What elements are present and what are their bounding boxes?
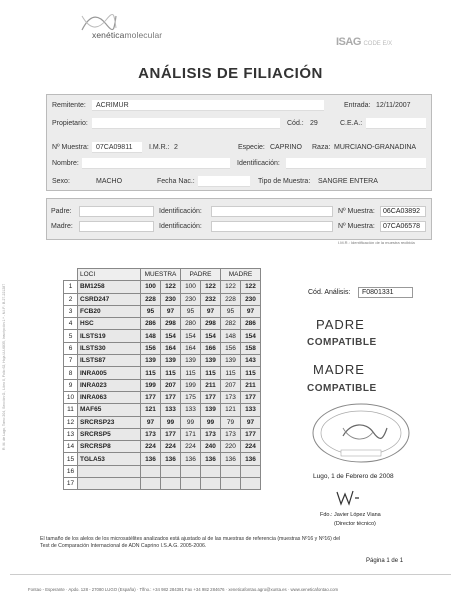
locus-cell: BM1258 xyxy=(78,281,141,293)
table-row xyxy=(64,478,261,490)
padre-allele-1: 100 xyxy=(181,281,201,293)
padre-field xyxy=(79,206,154,217)
table-row xyxy=(64,342,261,354)
locus-cell: HSC xyxy=(78,318,141,330)
padre-allele-1 xyxy=(181,465,201,477)
locus-cell: INRA063 xyxy=(78,391,141,403)
madre-heading: MADRE xyxy=(313,362,365,377)
madre-label: Madre: xyxy=(51,223,73,230)
madre-allele-2: 143 xyxy=(241,355,261,367)
padre-allele-2: 173 xyxy=(201,428,221,440)
padre-allele-2: 211 xyxy=(201,379,221,391)
madre-allele-1: 173 xyxy=(221,428,241,440)
footer-divider xyxy=(10,574,451,575)
table-row xyxy=(64,441,261,453)
madre-allele-2: 177 xyxy=(241,391,261,403)
muestra-allele-1: 97 xyxy=(141,416,161,428)
row-number: 6 xyxy=(64,342,78,354)
propietario-label: Propietario: xyxy=(52,120,88,127)
muestra-label: Nº Muestra: xyxy=(52,144,89,151)
locus-cell: INRA005 xyxy=(78,367,141,379)
sexo-label: Sexo: xyxy=(52,178,70,185)
table-row xyxy=(64,305,261,317)
locus-cell: INRA023 xyxy=(78,379,141,391)
madre-allele-1: 79 xyxy=(221,416,241,428)
especie-value: CAPRINO xyxy=(270,144,302,151)
madre-allele-2: 158 xyxy=(241,342,261,354)
locus-cell: ILSTS19 xyxy=(78,330,141,342)
muestra-allele-2: 230 xyxy=(161,293,181,305)
raza-value: MURCIANO-GRANADINA xyxy=(334,144,417,151)
padre-ident-field xyxy=(211,206,333,217)
madre-allele-2: 115 xyxy=(241,367,261,379)
muestra-allele-2: 224 xyxy=(161,441,181,453)
padre-allele-1: 115 xyxy=(181,367,201,379)
padre-heading: PADRE xyxy=(316,317,365,332)
padre-allele-2: 177 xyxy=(201,391,221,403)
place-date: Lugo, 1 de Febrero de 2008 xyxy=(313,473,394,480)
muestra-allele-1: 156 xyxy=(141,342,161,354)
locus-cell: SRCRSP8 xyxy=(78,441,141,453)
padre-allele-2: 115 xyxy=(201,367,221,379)
propietario-field xyxy=(92,118,280,129)
muestra-allele-2: 207 xyxy=(161,379,181,391)
muestra-allele-1: 224 xyxy=(141,441,161,453)
padre-muestra-label: Nº Muestra: xyxy=(338,208,375,215)
muestra-allele-2: 298 xyxy=(161,318,181,330)
header-muestra: MUESTRA xyxy=(141,269,181,281)
cod-value: 29 xyxy=(310,120,318,127)
locus-cell: CSRD247 xyxy=(78,293,141,305)
muestra-allele-1: 115 xyxy=(141,367,161,379)
imr-value: 2 xyxy=(174,144,178,151)
row-number: 17 xyxy=(64,478,78,490)
row-number: 15 xyxy=(64,453,78,465)
padre-allele-1 xyxy=(181,478,201,490)
madre-allele-1: 148 xyxy=(221,330,241,342)
fecha-nac-field xyxy=(198,176,250,187)
madre-allele-2: 211 xyxy=(241,379,261,391)
muestra-value: 07CA09811 xyxy=(96,144,133,151)
remitente-label: Remitente: xyxy=(52,102,86,109)
muestra-allele-2: 154 xyxy=(161,330,181,342)
padre-allele-1: 171 xyxy=(181,428,201,440)
madre-allele-1: 173 xyxy=(221,391,241,403)
madre-allele-2: 230 xyxy=(241,293,261,305)
entrada-value: 12/11/2007 xyxy=(376,102,411,109)
remitente-value: ACRIMUR xyxy=(96,102,129,109)
padre-allele-2 xyxy=(201,465,221,477)
padre-allele-2: 139 xyxy=(201,404,221,416)
padre-allele-2: 232 xyxy=(201,293,221,305)
cea-field xyxy=(366,118,426,129)
table-header-row xyxy=(64,269,261,281)
table-row xyxy=(64,293,261,305)
locus-cell: TGLA53 xyxy=(78,453,141,465)
locus-cell: MAF65 xyxy=(78,404,141,416)
header-madre: MADRE xyxy=(221,269,261,281)
madre-allele-1: 282 xyxy=(221,318,241,330)
madre-ident-label: Identificación: xyxy=(159,223,202,230)
logo-text: xenéticamolecular xyxy=(92,30,163,40)
muestra-allele-2: 122 xyxy=(161,281,181,293)
muestra-allele-2: 177 xyxy=(161,391,181,403)
muestra-allele-1: 173 xyxy=(141,428,161,440)
padre-allele-1: 136 xyxy=(181,453,201,465)
identificacion-label: Identificación: xyxy=(237,160,280,167)
madre-allele-2 xyxy=(241,478,261,490)
fecha-nac-label: Fecha Nac.: xyxy=(157,178,195,185)
isag-mark: ISAG CODE E/X xyxy=(336,36,393,48)
row-number: 4 xyxy=(64,318,78,330)
padre-label: Padre: xyxy=(51,208,72,215)
row-number: 14 xyxy=(64,441,78,453)
padre-allele-1: 95 xyxy=(181,305,201,317)
padre-allele-1: 139 xyxy=(181,355,201,367)
raza-label: Raza: xyxy=(312,144,331,151)
official-seal xyxy=(311,402,411,469)
table-row xyxy=(64,379,261,391)
padre-allele-2: 136 xyxy=(201,453,221,465)
cod-analisis-label: Cód. Análisis: xyxy=(308,289,351,296)
madre-allele-2 xyxy=(241,465,261,477)
padre-ident-label: Identificación: xyxy=(159,208,202,215)
muestra-allele-2: 139 xyxy=(161,355,181,367)
padre-allele-2: 122 xyxy=(201,281,221,293)
table-row xyxy=(64,281,261,293)
entrada-label: Entrada: xyxy=(344,102,371,109)
muestra-allele-1: 136 xyxy=(141,453,161,465)
page-number: Página 1 de 1 xyxy=(366,558,404,564)
padre-allele-2 xyxy=(201,478,221,490)
table-row xyxy=(64,391,261,403)
padre-allele-1: 224 xyxy=(181,441,201,453)
padre-result: COMPATIBLE xyxy=(307,337,377,348)
padre-allele-2: 154 xyxy=(201,330,221,342)
muestra-allele-2: 97 xyxy=(161,305,181,317)
table-row xyxy=(64,367,261,379)
imr-note: I.M.R.: Identificación de la muestra recibida xyxy=(338,240,415,245)
madre-muestra-label: Nº Muestra: xyxy=(338,223,375,230)
padre-allele-1: 199 xyxy=(181,379,201,391)
signer-role: (Director técnico) xyxy=(334,521,376,527)
muestra-allele-1: 95 xyxy=(141,305,161,317)
table-row xyxy=(64,416,261,428)
locus-cell: ILSTS87 xyxy=(78,355,141,367)
sexo-value: MACHO xyxy=(96,178,123,185)
padre-muestra-field: 06CA03892 xyxy=(380,206,426,217)
muestra-allele-2: 99 xyxy=(161,416,181,428)
muestra-allele-1: 148 xyxy=(141,330,161,342)
cea-label: C.E.A.: xyxy=(340,120,363,127)
parents-box xyxy=(46,198,432,240)
madre-allele-2: 154 xyxy=(241,330,261,342)
padre-allele-2: 240 xyxy=(201,441,221,453)
padre-allele-2: 298 xyxy=(201,318,221,330)
muestra-allele-2 xyxy=(161,465,181,477)
row-number: 2 xyxy=(64,293,78,305)
padre-allele-2: 99 xyxy=(201,416,221,428)
madre-allele-1: 156 xyxy=(221,342,241,354)
row-number: 3 xyxy=(64,305,78,317)
table-row xyxy=(64,330,261,342)
muestra-allele-2: 177 xyxy=(161,428,181,440)
locus-cell: SRCRSP5 xyxy=(78,428,141,440)
muestra-allele-2: 164 xyxy=(161,342,181,354)
locus-cell: FCB20 xyxy=(78,305,141,317)
imr-label: I.M.R.: xyxy=(149,144,170,151)
madre-allele-1: 139 xyxy=(221,355,241,367)
cod-analisis-value: F0801331 xyxy=(358,287,413,298)
table-row xyxy=(64,465,261,477)
tipo-muestra-value: SANGRE ENTERA xyxy=(318,178,378,185)
padre-allele-1: 230 xyxy=(181,293,201,305)
row-number: 13 xyxy=(64,428,78,440)
madre-allele-2: 224 xyxy=(241,441,261,453)
footer-contact: Fontao - Esperante · Apdo. 128 - 27080 LUGO (España) · Tlfno.: +34 982 284391 Fax +34 982 284676 · xeneticafontao.agro@xunta.es · www.xeneticafontao.com xyxy=(28,587,339,592)
padre-allele-2: 97 xyxy=(201,305,221,317)
header-padre: PADRE xyxy=(181,269,221,281)
table-row xyxy=(64,404,261,416)
row-number: 11 xyxy=(64,404,78,416)
padre-allele-1: 175 xyxy=(181,391,201,403)
padre-allele-1: 99 xyxy=(181,416,201,428)
page-title: ANÁLISIS DE FILIACIÓN xyxy=(138,65,323,82)
madre-allele-1: 207 xyxy=(221,379,241,391)
header-loci: LOCI xyxy=(78,269,141,281)
cod-label: Cód.: xyxy=(287,120,304,127)
padre-allele-2: 139 xyxy=(201,355,221,367)
footnote: El tamaño de los alelos de los microsatélites analizados está ajustado al de las muestras de referencia (muestras Nº16 y Nº16) del Test de Comparación Internacional de ADN Caprino I.S.A.G. 2005-2006. xyxy=(40,536,341,549)
row-number: 16 xyxy=(64,465,78,477)
muestra-allele-2: 136 xyxy=(161,453,181,465)
table-row xyxy=(64,453,261,465)
locus-cell xyxy=(78,465,141,477)
identificacion-field xyxy=(286,158,426,169)
madre-allele-1 xyxy=(221,465,241,477)
muestra-allele-2: 133 xyxy=(161,404,181,416)
locus-cell: SRCRSP23 xyxy=(78,416,141,428)
row-number: 12 xyxy=(64,416,78,428)
signer-name: Fdo.: Javier López Viana xyxy=(320,512,381,518)
madre-allele-1: 121 xyxy=(221,404,241,416)
padre-allele-1: 280 xyxy=(181,318,201,330)
padre-allele-1: 164 xyxy=(181,342,201,354)
muestra-allele-1 xyxy=(141,465,161,477)
muestra-allele-2 xyxy=(161,478,181,490)
madre-result: COMPATIBLE xyxy=(307,383,377,394)
madre-allele-1: 136 xyxy=(221,453,241,465)
muestra-allele-1 xyxy=(141,478,161,490)
madre-allele-1: 228 xyxy=(221,293,241,305)
madre-allele-1: 220 xyxy=(221,441,241,453)
muestra-allele-1: 177 xyxy=(141,391,161,403)
madre-allele-1: 115 xyxy=(221,367,241,379)
locus-cell: ILSTS30 xyxy=(78,342,141,354)
muestra-allele-1: 228 xyxy=(141,293,161,305)
table-row xyxy=(64,318,261,330)
padre-allele-1: 154 xyxy=(181,330,201,342)
muestra-allele-1: 121 xyxy=(141,404,161,416)
row-number: 7 xyxy=(64,355,78,367)
madre-field xyxy=(79,221,154,232)
padre-allele-2: 166 xyxy=(201,342,221,354)
muestra-allele-1: 199 xyxy=(141,379,161,391)
table-row xyxy=(64,355,261,367)
row-number: 5 xyxy=(64,330,78,342)
madre-ident-field xyxy=(211,221,333,232)
header-num xyxy=(64,269,78,281)
madre-allele-2: 133 xyxy=(241,404,261,416)
muestra-allele-2: 115 xyxy=(161,367,181,379)
nombre-label: Nombre: xyxy=(52,160,79,167)
nombre-field xyxy=(82,158,230,169)
padre-allele-1: 133 xyxy=(181,404,201,416)
signature-mark xyxy=(333,488,363,513)
madre-allele-2: 136 xyxy=(241,453,261,465)
madre-allele-2: 122 xyxy=(241,281,261,293)
madre-allele-2: 286 xyxy=(241,318,261,330)
table-row xyxy=(64,428,261,440)
madre-allele-2: 97 xyxy=(241,416,261,428)
row-number: 9 xyxy=(64,379,78,391)
madre-allele-1: 122 xyxy=(221,281,241,293)
row-number: 10 xyxy=(64,391,78,403)
especie-label: Especie: xyxy=(238,144,265,151)
tipo-muestra-label: Tipo de Muestra: xyxy=(258,178,311,185)
muestra-allele-1: 286 xyxy=(141,318,161,330)
row-number: 1 xyxy=(64,281,78,293)
muestra-allele-1: 139 xyxy=(141,355,161,367)
madre-allele-2: 177 xyxy=(241,428,261,440)
madre-allele-1 xyxy=(221,478,241,490)
madre-allele-1: 95 xyxy=(221,305,241,317)
madre-muestra-field: 07CA06578 xyxy=(380,221,426,232)
company-logo xyxy=(78,10,188,44)
row-number: 8 xyxy=(64,367,78,379)
muestra-allele-1: 100 xyxy=(141,281,161,293)
loci-table xyxy=(63,268,261,490)
side-registry-text: R. M. de Lugo, Tomo 204, Sección G., Libro 0, Folio 62, Hoja LU-6835, Inscripción 1.ª - N.I.F.: B-27-221287 xyxy=(2,283,6,450)
locus-cell xyxy=(78,478,141,490)
madre-allele-2: 97 xyxy=(241,305,261,317)
